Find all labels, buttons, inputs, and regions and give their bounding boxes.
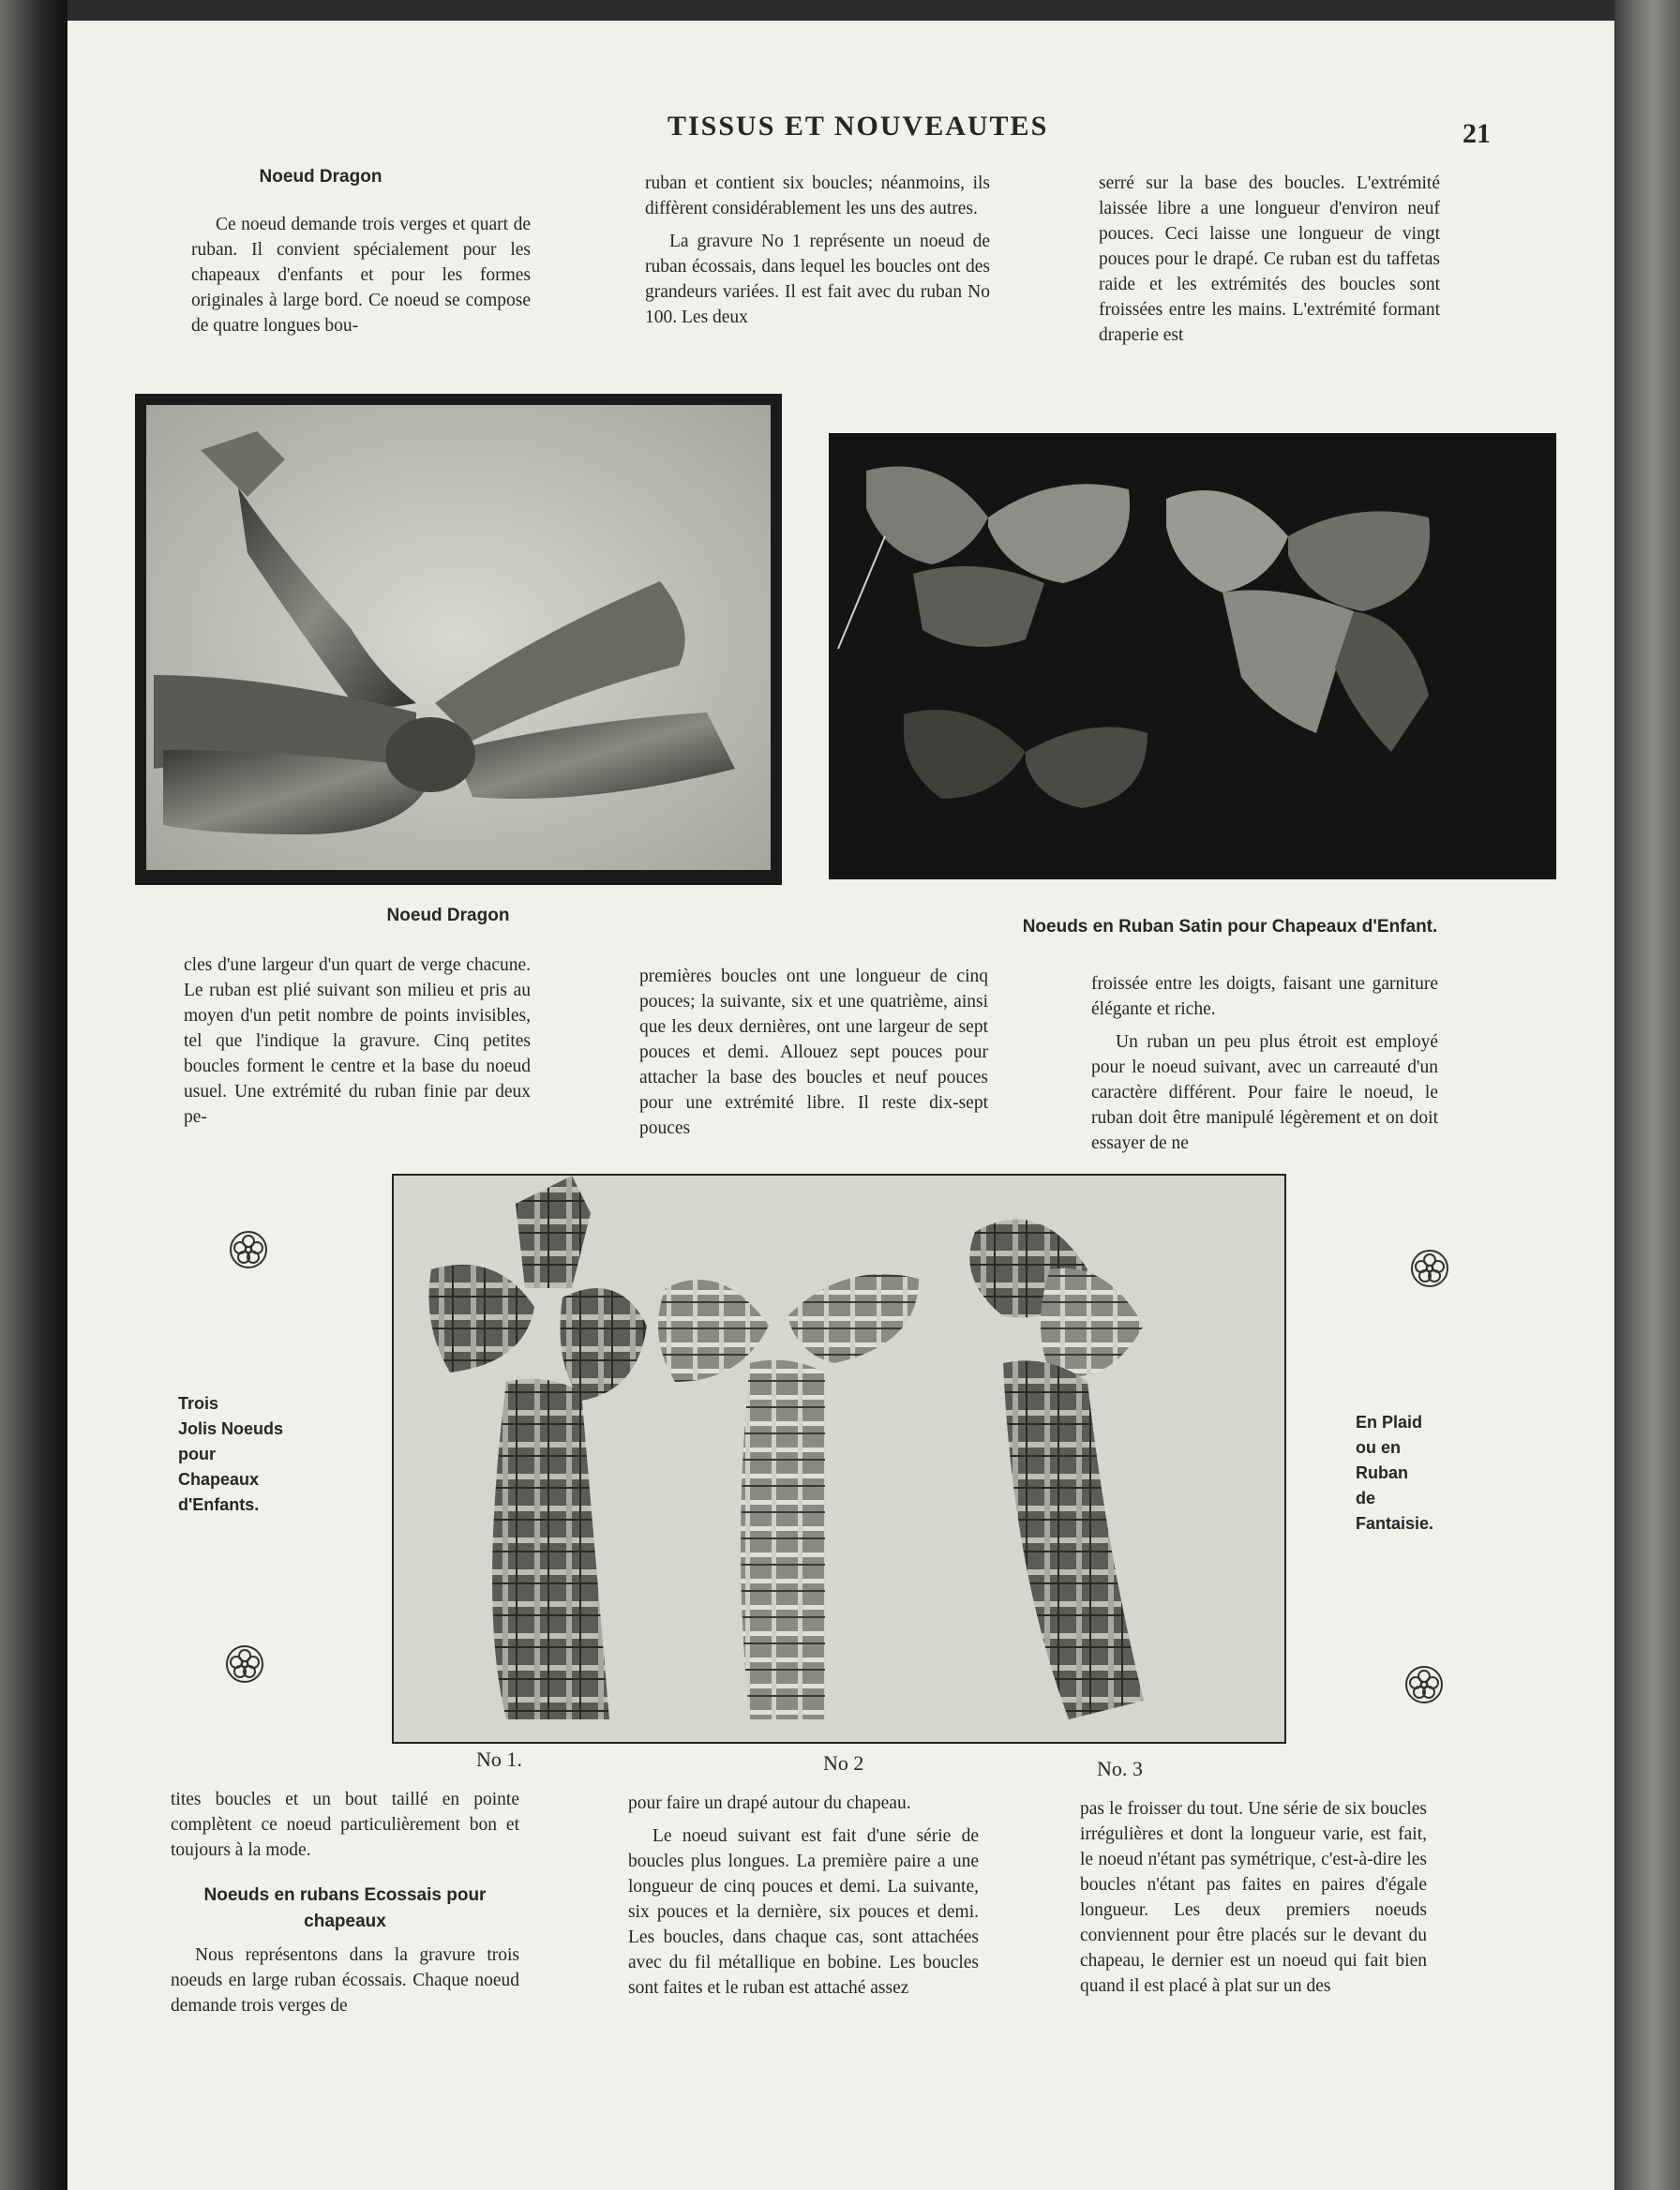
rosette-ornament-icon [225,1644,264,1684]
bow-label-no-2: No 2 [823,1751,864,1775]
caption-noeuds-satin: Noeuds en Ruban Satin pour Chapeaux d'Enfant. [1022,917,1438,937]
book-page-edges [1614,0,1680,2190]
book-left-edge [0,0,68,2190]
text-column-top-1: Ce noeud demande trois verges et quart de ruban. Il convient spécialement pour les chapeaux d'enfants et pour les formes originales à large bord. Ce noeud se compose de quatre longues bou- [191,215,531,336]
text-column-bottom-1: tites boucles et un bout taillé en pointe complètent ce noeud particulièrement bon et toujours à la mode. [171,1790,519,1860]
text-column-middle-3: froissée entre les doigts, faisant une garniture élégante et riche. Un ruban un peu plus étroit est employé pour le noeud suivant, avec un carreauté d'un caractère différent. Pour faire le noeud, le ruban doit être manipulé légèrement et on doit essayer de ne [1091,974,1438,1153]
photo-trois-noeuds [392,1174,1286,1744]
side-label-left: Trois Jolis Noeuds pour Chapeaux d'Enfants. [178,1394,284,1514]
photo-noeuds-satin [829,433,1556,879]
book-top-edge [0,0,1680,21]
section-heading-noeud-dragon: Noeud Dragon [259,167,382,187]
rosette-ornament-icon [229,1230,268,1269]
section-heading-noeuds-ecossais: Noeuds en rubans Ecossais pour chapeaux [203,1885,487,1931]
side-label-right: En Plaid ou en Ruban de Fantaisie. [1356,1413,1434,1533]
text-column-top-2: ruban et contient six boucles; néanmoins, ils diffèrent considérablement les uns des autres. La gravure No 1 représente un noeud de ruban écossais, dans lequel les boucles ont des grandeurs variées. Il est fait avec du ruban No 100. Les deux [645,173,990,327]
text-column-bottom-3: pas le froisser du tout. Une série de six boucles irrégulières et dont la longueur varie, est fait, le noeud n'étant pas symétrique, c'est-à-dire les boucles n'étant pas faites en paires d'égale longueur. Les deux premiers noeuds conviennent pour être placés sur le devant du chapeau, le dernier est un noeud qui fait bien quand il est placé à plat sur un des [1080,1799,1427,1996]
rosette-ornament-icon [1404,1665,1444,1704]
running-header: TISSUS ET NOUVEAUTES [668,111,1049,142]
page-number: 21 [1462,118,1491,149]
text-column-bottom-1-continued: Nous représentons dans la gravure trois noeuds en large ruban écossais. Chaque noeud demande trois verges de [171,1945,519,2016]
rosette-ornament-icon [1410,1249,1449,1288]
photo-noeud-dragon [135,394,782,885]
page [68,21,1614,2190]
text-column-middle-1: cles d'une largeur d'un quart de verge chacune. Le ruban est plié suivant son milieu et pris au moyen d'un petit nombre de points invisibles, tel que l'indique la gravure. Cinq petites boucles forment le centre et la base du noeud usuel. Une extrémité du ruban finie par deux pe- [184,955,531,1127]
bow-label-no-3: No. 3 [1097,1757,1143,1780]
text-column-top-3: serré sur la base des boucles. L'extrémité laissée libre a une longueur d'environ neuf pouces. Ceci laisse une longueur de vingt pouces pour le drapé. Ce ruban est du taffetas raide et les extrémités des boucles sont froissées entre les mains. L'extrémité formant draperie est [1099,173,1440,345]
text-column-bottom-2: pour faire un drapé autour du chapeau. Le noeud suivant est fait d'une série de boucles plus longues. La première paire a une longueur de cinq pouces et demi. La suivante, six pouces et la dernière, six pouces et demi. Les boucles, dans chaque cas, sont attachées avec du fil métallique en bobine. Les boucles sont faites et le ruban est attaché assez [628,1793,979,1998]
bow-label-no-1: No 1. [476,1748,522,1771]
caption-noeud-dragon: Noeud Dragon [386,906,510,925]
text-column-middle-2: premières boucles ont une longueur de cinq pouces; la suivante, six et une quatrième, ainsi que les deux dernières, ont une largeur de sept pouces et demi. Allouez sept pouces pour attacher la base des boucles et neuf pouces pour une extrémité libre. Il reste dix-sept pouces [639,967,988,1138]
